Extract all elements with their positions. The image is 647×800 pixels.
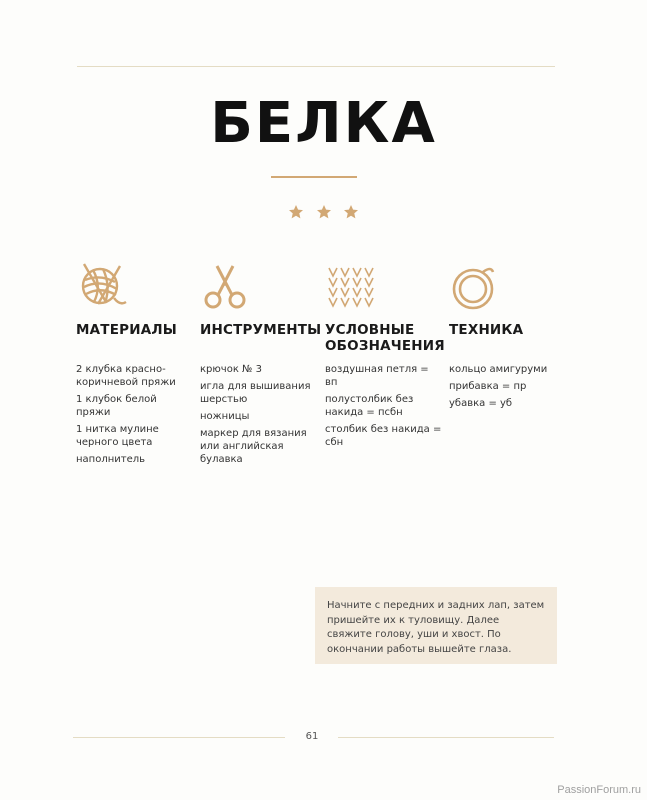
list-item: убавка = уб xyxy=(449,398,513,409)
legend-list xyxy=(325,363,443,453)
materials-heading: МАТЕРИАЛЫ xyxy=(76,322,177,338)
technique-column xyxy=(449,262,567,409)
legend-column xyxy=(325,262,445,448)
list-item: наполнитель xyxy=(76,454,146,465)
title-underline xyxy=(271,176,357,178)
scissors-icon xyxy=(200,262,252,314)
list-item: крючок № 3 xyxy=(200,364,262,375)
watermark: PassionForum.ru xyxy=(557,784,641,796)
footer-rule-left xyxy=(73,737,285,738)
list-item: прибавка = пр xyxy=(449,381,527,392)
tools-list xyxy=(200,363,318,470)
ring-icon xyxy=(449,262,501,314)
footer-rule-right xyxy=(338,737,554,738)
list-item: полустолбик без накида = псбн xyxy=(325,394,414,418)
legend-heading: УСЛОВНЫЕ ОБОЗНАЧЕНИЯ xyxy=(325,322,445,354)
list-item: кольцо амигуруми xyxy=(449,364,548,375)
yarn-ball-icon xyxy=(76,262,128,314)
star-icon xyxy=(316,204,332,220)
list-item: ножницы xyxy=(200,411,250,422)
page-number: 61 xyxy=(305,731,319,742)
list-item: 1 нитка мулине черного цвета xyxy=(76,424,159,448)
star-icon xyxy=(343,204,359,220)
list-item: маркер для вязания или английская булавка xyxy=(200,428,307,465)
page-title: БЕЛКА xyxy=(210,91,437,156)
tools-column xyxy=(200,262,322,465)
list-item: 2 клубка красно-коричневой пряжи xyxy=(76,364,176,388)
list-item: столбик без накида = сбн xyxy=(325,424,442,448)
list-item: воздушная петля = вп xyxy=(325,364,429,388)
technique-list xyxy=(449,363,547,414)
list-item: игла для вышивания шерстью xyxy=(200,381,311,405)
technique-heading: ТЕХНИКА xyxy=(449,322,524,338)
materials-list xyxy=(76,363,194,470)
instruction-note: Начните с передних и задних лап, затем пришейте их к туловищу. Далее свяжите голову, уши и хвост. По окончании работы вышейте глаза. xyxy=(315,587,557,664)
star-icon xyxy=(288,204,304,220)
list-item: 1 клубок белой пряжи xyxy=(76,394,157,418)
top-rule xyxy=(77,66,555,67)
tools-heading: ИНСТРУМЕНТЫ xyxy=(200,322,322,338)
stitches-icon xyxy=(325,262,377,314)
difficulty-rating xyxy=(0,204,647,224)
materials-column xyxy=(76,262,194,465)
